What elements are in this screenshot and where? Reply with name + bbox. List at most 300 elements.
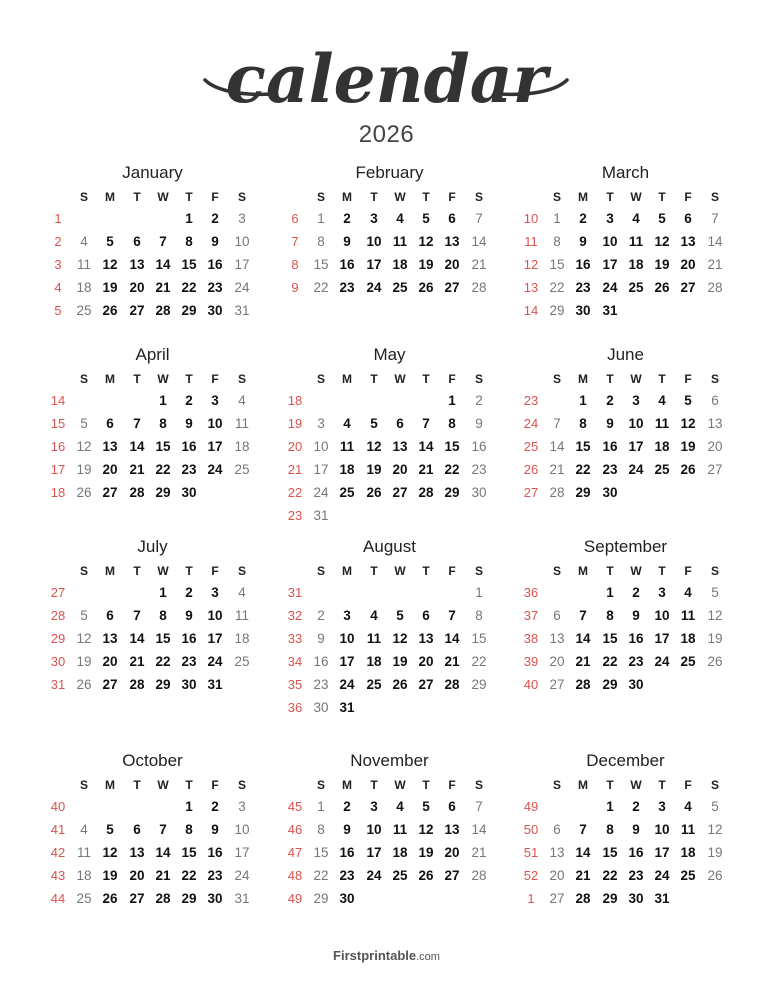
day-cell: 10 — [602, 234, 618, 249]
day-cell: 25 — [339, 485, 355, 500]
week-number: 3 — [54, 257, 62, 272]
day-cell: 30 — [471, 485, 487, 500]
week-row — [282, 585, 497, 605]
day-cell: 13 — [392, 439, 408, 454]
day-cell: 24 — [313, 485, 329, 500]
week-number: 49 — [523, 799, 539, 814]
day-cell: 12 — [102, 257, 118, 272]
day-cell: 15 — [575, 439, 591, 454]
week-number: 40 — [50, 799, 66, 814]
weekday-header — [45, 778, 260, 794]
weekday-label: F — [448, 190, 456, 204]
day-cell: 16 — [575, 257, 591, 272]
day-cell: 16 — [181, 439, 197, 454]
week-row — [282, 868, 497, 888]
day-cell: 25 — [76, 303, 92, 318]
month-may — [282, 345, 497, 545]
week-row — [45, 608, 260, 628]
day-cell: 17 — [207, 631, 223, 646]
day-cell: 5 — [370, 416, 378, 431]
weekday-label: F — [211, 372, 219, 386]
day-cell: 11 — [339, 439, 355, 454]
day-cell: 8 — [606, 608, 614, 623]
day-cell: 21 — [549, 462, 565, 477]
day-cell: 1 — [448, 393, 456, 408]
month-name: December — [586, 751, 665, 770]
week-number: 28 — [50, 608, 66, 623]
day-cell: 17 — [602, 257, 618, 272]
day-cell: 29 — [181, 303, 197, 318]
week-number: 52 — [523, 868, 539, 883]
day-cell: 15 — [602, 631, 618, 646]
day-cell: 29 — [444, 485, 460, 500]
day-cell: 17 — [313, 462, 329, 477]
month-name: October — [122, 751, 183, 770]
day-cell: 7 — [133, 608, 141, 623]
day-cell: 31 — [207, 677, 223, 692]
day-cell: 12 — [76, 631, 92, 646]
day-cell: 5 — [80, 416, 88, 431]
week-number: 36 — [523, 585, 539, 600]
day-cell: 27 — [392, 485, 408, 500]
weekday-label: M — [578, 372, 588, 386]
day-cell: 28 — [444, 677, 460, 692]
week-row — [282, 822, 497, 842]
weekday-label: F — [684, 372, 692, 386]
weekday-label: T — [370, 564, 378, 578]
month-name: April — [135, 345, 170, 364]
day-cell: 30 — [339, 891, 355, 906]
weekday-label: F — [211, 190, 219, 204]
week-number: 18 — [50, 485, 66, 500]
week-row — [45, 462, 260, 482]
day-cell: 17 — [654, 631, 670, 646]
day-cell: 24 — [654, 654, 670, 669]
day-cell: 25 — [366, 677, 382, 692]
weekday-label: T — [422, 190, 430, 204]
day-cell: 3 — [370, 799, 378, 814]
day-cell: 12 — [680, 416, 696, 431]
day-cell: 23 — [628, 654, 644, 669]
day-cell: 7 — [159, 234, 167, 249]
day-cell: 16 — [339, 845, 355, 860]
week-number: 47 — [287, 845, 303, 860]
day-cell: 22 — [575, 462, 591, 477]
day-cell: 20 — [549, 868, 565, 883]
weekday-label: T — [370, 778, 378, 792]
day-cell: 23 — [602, 462, 618, 477]
week-row — [518, 393, 733, 413]
day-cell: 23 — [181, 462, 197, 477]
day-cell: 18 — [392, 845, 408, 860]
day-cell: 18 — [628, 257, 644, 272]
week-row — [282, 416, 497, 436]
weekday-header — [282, 778, 497, 794]
day-cell: 8 — [159, 416, 167, 431]
week-row — [45, 677, 260, 697]
month-march — [518, 163, 733, 363]
week-row — [282, 280, 497, 300]
day-cell: 21 — [575, 868, 591, 883]
day-cell: 9 — [343, 822, 351, 837]
day-cell: 27 — [444, 280, 460, 295]
day-cell: 11 — [366, 631, 382, 646]
week-number: 31 — [50, 677, 66, 692]
day-cell: 6 — [396, 416, 404, 431]
day-cell: 28 — [155, 891, 171, 906]
day-cell: 4 — [658, 393, 666, 408]
day-cell: 10 — [366, 822, 382, 837]
day-cell: 26 — [102, 891, 118, 906]
day-cell: 30 — [181, 485, 197, 500]
week-number: 40 — [523, 677, 539, 692]
day-cell: 9 — [343, 234, 351, 249]
day-cell: 20 — [444, 845, 460, 860]
day-cell: 9 — [632, 608, 640, 623]
weekday-label: T — [658, 190, 666, 204]
day-cell: 5 — [80, 608, 88, 623]
day-cell: 9 — [579, 234, 587, 249]
week-number: 16 — [50, 439, 66, 454]
week-number: 14 — [523, 303, 539, 318]
day-cell: 17 — [628, 439, 644, 454]
day-cell: 8 — [448, 416, 456, 431]
day-cell: 9 — [185, 608, 193, 623]
day-cell: 3 — [658, 799, 666, 814]
day-cell: 18 — [339, 462, 355, 477]
day-cell: 8 — [185, 822, 193, 837]
day-cell: 8 — [159, 608, 167, 623]
day-cell: 6 — [133, 234, 141, 249]
day-cell: 29 — [602, 677, 618, 692]
day-cell: 23 — [207, 868, 223, 883]
day-cell: 28 — [707, 280, 723, 295]
day-cell: 17 — [366, 257, 382, 272]
weekday-label: S — [552, 778, 561, 792]
week-number: 6 — [291, 211, 299, 226]
day-cell: 31 — [654, 891, 670, 906]
day-cell: 25 — [234, 462, 250, 477]
day-cell: 27 — [418, 677, 434, 692]
day-cell: 25 — [654, 462, 670, 477]
day-cell: 14 — [471, 822, 487, 837]
day-cell: 1 — [185, 799, 193, 814]
day-cell: 10 — [366, 234, 382, 249]
day-cell: 2 — [211, 211, 219, 226]
week-row — [45, 868, 260, 888]
week-number: 29 — [50, 631, 66, 646]
weekday-label: M — [105, 372, 115, 386]
day-cell: 9 — [632, 822, 640, 837]
weekday-label: M — [105, 564, 115, 578]
day-cell: 9 — [475, 416, 483, 431]
week-row — [518, 485, 733, 505]
day-cell: 15 — [155, 439, 171, 454]
day-cell: 31 — [313, 508, 329, 523]
day-cell: 18 — [680, 845, 696, 860]
week-row — [45, 416, 260, 436]
day-cell: 27 — [707, 462, 723, 477]
weekday-label: T — [606, 564, 614, 578]
weekday-label: W — [394, 372, 406, 386]
day-cell: 5 — [422, 799, 430, 814]
week-number: 8 — [291, 257, 299, 272]
day-cell: 28 — [575, 677, 591, 692]
day-cell: 4 — [684, 799, 692, 814]
weekday-label: T — [422, 372, 430, 386]
day-cell: 2 — [185, 585, 193, 600]
day-cell: 14 — [129, 439, 145, 454]
month-name: August — [363, 537, 416, 556]
day-cell: 6 — [106, 416, 114, 431]
day-cell: 26 — [102, 303, 118, 318]
weekday-header — [518, 564, 733, 580]
month-august — [282, 537, 497, 737]
day-cell: 29 — [155, 677, 171, 692]
week-row — [45, 485, 260, 505]
day-cell: 10 — [339, 631, 355, 646]
week-row — [282, 700, 497, 720]
month-name: February — [355, 163, 424, 182]
weekday-label: F — [211, 778, 219, 792]
weekday-label: S — [79, 564, 88, 578]
day-cell: 19 — [366, 462, 382, 477]
day-cell: 24 — [654, 868, 670, 883]
day-cell: 20 — [707, 439, 723, 454]
day-cell: 30 — [181, 677, 197, 692]
week-row — [282, 257, 497, 277]
day-cell: 9 — [317, 631, 325, 646]
week-row — [518, 416, 733, 436]
day-cell: 12 — [392, 631, 408, 646]
weekday-label: S — [237, 190, 246, 204]
day-cell: 24 — [207, 462, 223, 477]
week-number: 32 — [287, 608, 303, 623]
day-cell: 4 — [632, 211, 640, 226]
day-cell: 11 — [234, 608, 249, 623]
day-cell: 6 — [711, 393, 719, 408]
weekday-label: S — [474, 564, 483, 578]
week-row — [518, 585, 733, 605]
weekday-label: M — [105, 190, 115, 204]
week-row — [282, 677, 497, 697]
weekday-label: T — [185, 778, 193, 792]
day-cell: 27 — [680, 280, 696, 295]
weekday-label: T — [606, 190, 614, 204]
weekday-label: S — [552, 372, 561, 386]
day-cell: 14 — [444, 631, 460, 646]
day-cell: 15 — [313, 845, 329, 860]
day-cell: 14 — [575, 845, 591, 860]
day-cell: 21 — [155, 868, 171, 883]
week-row — [518, 257, 733, 277]
weekday-label: S — [474, 778, 483, 792]
day-cell: 18 — [234, 631, 250, 646]
week-number: 1 — [54, 211, 62, 226]
day-cell: 21 — [471, 257, 487, 272]
week-row — [282, 799, 497, 819]
day-cell: 20 — [680, 257, 696, 272]
weekday-label: T — [370, 190, 378, 204]
day-cell: 27 — [129, 303, 145, 318]
day-cell: 13 — [418, 631, 434, 646]
day-cell: 29 — [181, 891, 197, 906]
month-name: June — [607, 345, 644, 364]
day-cell: 22 — [602, 654, 618, 669]
month-name: September — [583, 537, 668, 556]
day-cell: 30 — [628, 891, 644, 906]
week-number: 21 — [287, 462, 303, 477]
day-cell: 29 — [313, 891, 329, 906]
week-row — [45, 211, 260, 231]
day-cell: 3 — [370, 211, 378, 226]
weekday-label: S — [316, 778, 325, 792]
day-cell: 1 — [579, 393, 587, 408]
day-cell: 26 — [418, 868, 434, 883]
week-number: 1 — [527, 891, 535, 906]
day-cell: 2 — [317, 608, 325, 623]
day-cell: 16 — [313, 654, 329, 669]
day-cell: 8 — [185, 234, 193, 249]
day-cell: 16 — [471, 439, 487, 454]
week-row — [45, 439, 260, 459]
day-cell: 15 — [313, 257, 329, 272]
day-cell: 5 — [711, 799, 719, 814]
day-cell: 20 — [102, 462, 118, 477]
day-cell: 11 — [76, 845, 91, 860]
day-cell: 6 — [448, 799, 456, 814]
week-row — [518, 439, 733, 459]
weekday-label: T — [606, 372, 614, 386]
day-cell: 13 — [102, 631, 118, 646]
day-cell: 23 — [207, 280, 223, 295]
weekday-label: W — [157, 372, 169, 386]
day-cell: 6 — [448, 211, 456, 226]
day-cell: 10 — [234, 234, 250, 249]
week-row — [282, 508, 497, 528]
day-cell: 28 — [155, 303, 171, 318]
day-cell: 21 — [575, 654, 591, 669]
week-number: 31 — [287, 585, 303, 600]
weekday-header — [282, 190, 497, 206]
week-number: 33 — [287, 631, 303, 646]
week-number: 25 — [523, 439, 539, 454]
weekday-label: W — [630, 372, 642, 386]
day-cell: 15 — [549, 257, 565, 272]
day-cell: 20 — [392, 462, 408, 477]
month-february — [282, 163, 497, 363]
day-cell: 3 — [211, 393, 219, 408]
weekday-label: T — [133, 190, 141, 204]
week-row — [45, 393, 260, 413]
day-cell: 2 — [343, 799, 351, 814]
weekday-label: S — [710, 564, 719, 578]
week-number: 44 — [50, 891, 66, 906]
day-cell: 21 — [418, 462, 434, 477]
week-number: 46 — [287, 822, 303, 837]
day-cell: 20 — [129, 280, 145, 295]
header — [0, 28, 773, 158]
weekday-header — [45, 564, 260, 580]
day-cell: 7 — [579, 822, 587, 837]
weekday-header — [518, 372, 733, 388]
week-number: 48 — [287, 868, 303, 883]
month-december — [518, 751, 733, 951]
day-cell: 15 — [471, 631, 487, 646]
day-cell: 29 — [549, 303, 565, 318]
week-row — [45, 822, 260, 842]
weekday-label: T — [658, 372, 666, 386]
weekday-label: S — [474, 190, 483, 204]
week-number: 2 — [54, 234, 62, 249]
day-cell: 11 — [234, 416, 249, 431]
week-row — [518, 280, 733, 300]
day-cell: 7 — [159, 822, 167, 837]
day-cell: 29 — [471, 677, 487, 692]
day-cell: 22 — [313, 868, 329, 883]
day-cell: 16 — [628, 631, 644, 646]
week-number: 7 — [291, 234, 299, 249]
brand-domain: .com — [416, 951, 440, 963]
day-cell: 5 — [396, 608, 404, 623]
weekday-label: W — [157, 190, 169, 204]
week-number: 49 — [287, 891, 303, 906]
day-cell: 7 — [448, 608, 456, 623]
day-cell: 19 — [654, 257, 670, 272]
day-cell: 12 — [418, 234, 434, 249]
day-cell: 31 — [234, 891, 250, 906]
day-cell: 23 — [339, 868, 355, 883]
week-number: 39 — [523, 654, 539, 669]
weekday-header — [518, 190, 733, 206]
day-cell: 11 — [654, 416, 670, 431]
day-cell: 17 — [207, 439, 223, 454]
day-cell: 19 — [76, 462, 92, 477]
day-cell: 1 — [317, 799, 325, 814]
week-number: 23 — [523, 393, 539, 408]
day-cell: 21 — [471, 845, 487, 860]
week-row — [282, 631, 497, 651]
day-cell: 10 — [207, 416, 223, 431]
day-cell: 13 — [549, 845, 565, 860]
weekday-label: W — [630, 190, 642, 204]
day-cell: 16 — [628, 845, 644, 860]
week-row — [282, 845, 497, 865]
weekday-label: T — [133, 564, 141, 578]
week-number: 11 — [524, 234, 538, 249]
day-cell: 22 — [549, 280, 565, 295]
weekday-label: F — [211, 564, 219, 578]
day-cell: 14 — [549, 439, 565, 454]
day-cell: 21 — [444, 654, 460, 669]
day-cell: 4 — [343, 416, 351, 431]
day-cell: 21 — [707, 257, 723, 272]
week-row — [518, 303, 733, 323]
day-cell: 3 — [317, 416, 325, 431]
day-cell: 2 — [185, 393, 193, 408]
day-cell: 9 — [606, 416, 614, 431]
weekday-label: M — [342, 190, 352, 204]
day-cell: 24 — [628, 462, 644, 477]
day-cell: 27 — [102, 485, 118, 500]
day-cell: 18 — [392, 257, 408, 272]
day-cell: 30 — [602, 485, 618, 500]
week-number: 37 — [523, 608, 539, 623]
day-cell: 26 — [707, 868, 723, 883]
week-number: 30 — [50, 654, 66, 669]
weekday-header — [282, 372, 497, 388]
day-cell: 7 — [133, 416, 141, 431]
